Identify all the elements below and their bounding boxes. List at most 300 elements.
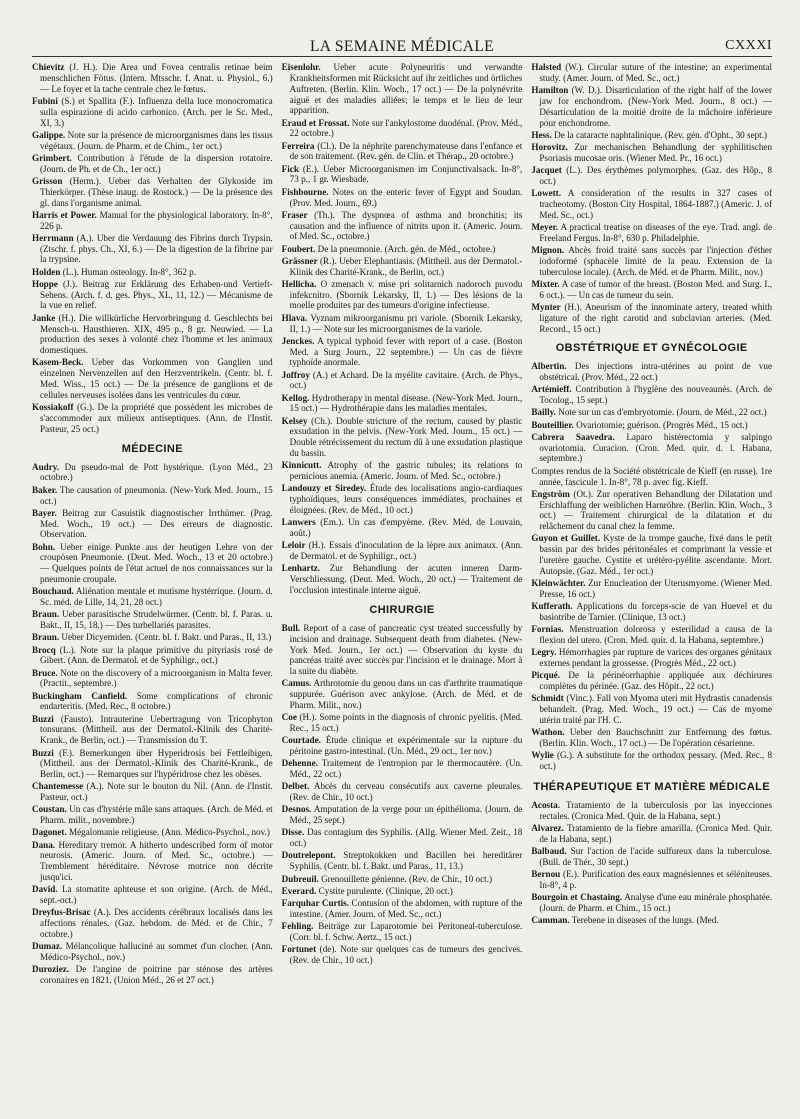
entry-author: Kasem-Beck. [32,357,84,368]
bibliography-entry [282,827,523,849]
entry-text: Sur l'action de l'acide sulfureux dans la tuberculose. (Bull. de Thér., 30 sept.) [539,845,773,867]
bibliography-entry [282,540,523,562]
entry-text: La stomatite aphteuse et son origine. (Arch. de Méd., sept.-oct.) [40,884,273,906]
bibliography-entry [282,758,523,780]
entry-author: Bourgoin et Chastaing. [531,892,623,902]
bibliography-entry [282,460,523,482]
entry-text: Report of a case of pancreatic cyst treated successfully by incision and drainage. Subsequent death from diabetes. (New-York Med. Journ., 1er oct.) — Observation du kyste du pancréas traité avec succès par l'incision et le drainage. Mort à la suite du diabète. [289,622,523,677]
entry-author: Picqué. [531,670,560,681]
bibliography-entry [531,222,772,244]
bibliography-entry [32,884,273,906]
entry-author: Harris et Power. [32,209,97,220]
entry-text: Notes on the enteric fever of Egypt and Soudan. (Prov. Med. Journ., 69.) [289,186,523,208]
column-middle [282,62,523,987]
entry-text: Das contagium des Syphilis. (Allg. Wiener Med. Zeit., 18 oct.) [289,827,523,849]
bibliography-entry [32,402,273,435]
bibliography-entry [282,898,523,920]
entry-author: Grisson [32,175,63,186]
entry-text: (J. H.). Die Area und Fovea centralis retinae beim menschlichen Fötus. (Intern. Mtsschr. f. Anat. u. Physiol., 6.) — Le foyer et la tache centrale chez le fœtus. [40,62,273,94]
entry-text: Abcès du cerveau consécutifs aux caverne pleurales. (Rev. de Chir., 10 oct.) [289,781,523,803]
entry-author: Cabrera Saavedra. [531,431,615,442]
entry-text: Ueber acute Polyneuritis und verwandte Krankheitsformen mit Rücksicht auf ihr zeitliches und örtliches Auftreten. (Berlin. Klin. Woch., 17 oct.) — De la polynévrite aiguë et des maladies alliées; le temps et le lieu de leur apparition. [289,62,523,116]
entry-author: Baker. [32,484,58,495]
entry-author: Hlava. [281,312,308,323]
entry-text: Ueber das Vorkommen von Ganglien und einzelnen Nervenzellen auf den Herzventrikeln. (Centr. bl. f. Med. Wiss., 15 oct.) — De la présence de ganglions et de cellules nerveuses isolées dans les ventricules du cœur. [40,357,273,400]
bibliography-entry [531,846,772,868]
entry-author: Alvarez. [531,822,564,833]
entry-author: Fehling. [281,920,314,931]
entry-author: Kleinwächter. [531,578,586,589]
entry-text: O zmenach v. mise pri solitarnich nadoroch puvodu infekcnitro. (Sbornik Lekarsky, II, 1.) — Des lésions de la moelle produites par des tumeurs d'origine infectieuse. [289,278,523,311]
bibliography-entry [32,941,273,963]
entry-text: Beiträge zur Laparotomie bei Peritoneal-tuberculose. (Corr. bl. f. Schw. Aertz., 15 oct.) [289,920,523,942]
bibliography-columns [32,62,772,987]
entry-text: Hémorrhagies par rupture de varices des organes génitaux externes pendant la grossesse. (Progrès Méd., 22 oct.) [539,647,773,669]
bibliography-entry [32,691,273,713]
entry-text: Hereditary tremor. A hitherto undescribed form of motor neurosis. (Americ. Journ. of Med. Sc., octobre.) — Tremblement héréditaire. Névrose motrice non décrite jusqu'ici. [40,839,273,883]
bibliography-entry [531,165,772,187]
section-heading: CHIRURGIE [369,603,435,616]
entry-text: Mégalomanie religieuse. (Ann. Médico-Psychol., nov.) [66,827,270,838]
bibliography-entry [32,781,273,803]
bibliography-entry [32,586,273,608]
entry-text: Manual for the physiological laboratory. In-8°, 226 p. [40,209,273,231]
entry-author: Joffroy [281,369,310,380]
entry-text: (L.). Des érythèmes polymorphes. (Gaz. des Hôp., 8 oct.) [539,164,773,186]
entry-author: Dreyfus-Brisac [32,907,91,918]
section-heading: THÉRAPEUTIQUE ET MATIÈRE MÉDICALE [533,780,771,793]
entry-text: Some complications of chronic endarteritis. (Med. Rec., 8 octobre.) [40,690,273,712]
column-right [531,62,772,987]
bibliography-entry [531,302,772,335]
entry-author: Hellicha. [281,278,317,289]
bibliography-entry [531,693,772,726]
entry-text: Ovariotomie; guérison. (Progrès Méd., 15 oct.) [573,419,748,430]
entry-author: Bouchaud. [32,586,74,597]
entry-text: Abcès froid traité sans succès par l'injection d'éther iodoformé (sphacèle limité de la peau. Extension de la tuberculose locale). (Arch. de Méd. et de Pharm. Milit., nov.) [539,244,773,277]
header-rule [32,56,772,57]
bibliography-entry [282,804,523,826]
bibliography-entry [32,462,273,484]
entry-text: De l'angine de poitrine par sténose des artères coronaires en 1821. (Union Méd., 26 et 27 oct.) [40,964,273,986]
bibliography-entry [282,712,523,734]
entry-text: (A.). Uber die Verdauung des Fibrins durch Trypsin. (Ztschr. f. phys. Ch., XI, 6.) — De la digestion de la fibrine par la trypsine. [40,232,273,265]
entry-author: Fornias. [531,624,564,635]
bibliography-entry [531,624,772,646]
entry-text: Tratamiento de la tuberculosis por las inyecciones rectales. (Cronica Med. Quir. de la Habana, sept.) [539,799,773,821]
entry-author: Desnos. [281,804,312,815]
bibliography-entry [282,623,523,677]
bibliography-entry [32,632,273,643]
entry-text: Terebene in diseases of the lungs. (Med. [569,915,719,926]
entry-author: Engström [531,488,570,499]
bibliography-entry [531,750,772,772]
entry-author: Kelsey [281,415,308,426]
bibliography-entry [282,886,523,897]
entry-author: Mynter [531,301,561,312]
entry-text: Menstruation dolorosa y esterilidad a causa de la flexion del utero. (Cron. Med. quir. d. la Habana, septembre.) [539,624,773,646]
entry-author: Acosta. [531,799,560,810]
entry-author: Ferreira [281,140,315,151]
entry-text: Étude des localisations angio-cardiaques typhoïdiques, leurs conséquences immédiates, prochaines et éloignées. (Rev. de Méd., 10 oct.) [289,483,523,516]
bibliography-entry [32,279,273,312]
entry-author: David. [32,884,58,895]
entry-text: Aliénation mentale et mutisme hystérrique. (Journ. d. Sc. méd. de Lille, 14, 21, 28 oct.) [40,586,273,608]
bibliography-entry [531,407,772,418]
entry-author: Halsted [531,62,562,72]
entry-author: Coustan. [32,804,67,815]
entry-text: Amputation de la verge pour un épithélioma. (Journ. de Méd., 25 sept.) [289,804,523,826]
bibliography-entry [282,483,523,516]
bibliography-entry [531,130,772,141]
entry-author: Lowett. [531,188,561,198]
entry-author: Lenhartz. [281,563,320,574]
entry-author: Kinnicutt. [281,460,322,471]
entry-text: Note sur l'ankylostome duodénal. (Prov. Méd., 22 octobre.) [289,117,523,139]
entry-text: Étude clinique et expérimentale sur la rupture du péritoine gastro-intestinal. (Un. Méd., 29 oct., 1er nov.) [289,735,523,757]
bibliography-entry [32,907,273,940]
bibliography-entry [282,921,523,943]
bibliography-entry [531,85,772,128]
entry-author: Albertin. [531,361,567,372]
entry-author: Jenckes. [281,335,315,346]
entry-author: Meyer. [531,221,559,232]
bibliography-entry [531,533,772,576]
entry-author: Chievitz [32,62,65,72]
entry-author: Eraud et Frossat. [281,117,350,128]
entry-author: Dehenne. [281,758,318,769]
bibliography-entry [282,563,523,596]
bibliography-entry [282,279,523,312]
section-heading: MÉDECINE [121,442,183,455]
entry-author: Bayer. [32,507,57,518]
entry-author: Braun. [32,632,60,643]
entry-author: Bull. [281,622,301,633]
bibliography-entry [531,188,772,221]
bibliography-entry [32,668,273,690]
entry-author: Mixter. [531,278,560,289]
entry-author: Wathon. [531,727,565,738]
bibliography-entry [32,542,273,585]
entry-author: Duroziez. [32,964,70,975]
entry-author: Leloir [281,540,306,551]
entry-author: Kossiakoff [32,402,74,413]
bibliography-entry [282,313,523,335]
entry-text: (Ch.). Double stricture of the rectum, caused by plastic exsudation in the pelvis. (New-York Med. Journ., 15 oct.) — Double rétrécissement du rectum dû à une exsudation plastique du bassin. [289,415,523,459]
bibliography-entry [32,153,273,175]
entry-text: (H.). Aneurism of the innominate artery, treated whith ligature of the right carotid and subclavian arteries. (Med. Record., 15 oct.) [539,301,773,334]
entry-author: Holden [32,266,61,277]
bibliography-entry [32,176,273,209]
bibliography-entry [32,827,273,838]
entry-text: (de). Note sur quelques cas de tumeurs des gencives. (Rev. de Chir., 10 oct.) [289,943,523,965]
entry-text: Zur Enucleation der Uterusmyome. (Wiener Med. Presse, 16 oct.) [539,578,773,599]
entry-text: Zur mechanischen Behandlung der syphilitischen Psoriasis mucosae oris. (Wiener Med. Pr., 16 oct.) [539,141,773,163]
entry-text: A practical treatise on diseases of the eye. Trad. angl. de Freeland Fergus. In-8°, 630 p. Philadelphie. [539,221,773,243]
entry-author: Fortunet [281,943,317,954]
entry-author: Wylie [531,750,554,761]
bibliography-entry [282,850,523,872]
bibliography-entry [531,279,772,301]
entry-text: (E.). Ueber Microorganismen im Conjunctivalsack. In-8°, 73 p., 1 gr. Wiesbade. [289,163,523,185]
entry-text: (H.). Essais d'inoculation de la lèpre aux animaux. (Ann. de Dermatol. et de Syphiligr., oct.) [289,540,523,562]
bibliography-entry [282,416,523,459]
bibliography-entry [32,210,273,232]
entry-author: Buckingham Canfield. [32,690,128,701]
entry-author: Hess. [531,129,552,140]
entry-author: Everard. [281,885,317,896]
entry-text: Streptokokken und Bacillen bei hereditärer Syphilis. (Centr. bl. f. Bakt. und Paras., 11, 13.) [289,850,523,872]
entry-author: Bailly. [531,407,556,418]
entry-author: Fraser [281,209,308,220]
entry-author: Bruce. [32,667,58,678]
entry-author: Kufferath. [531,601,573,612]
bibliography-entry [32,645,273,667]
bibliography-entry [32,840,273,883]
entry-text: (A.) et Achard. De la myélite cavitaire. (Arch. de Phys., oct.) [289,369,523,391]
entry-text: (J.). Beitrag zur Erklärung des Erhaben-und Vertieft-Sehens. (Arch. f. d. ges. Phys., XL, 11, 12.) — Mécanisme de la vue en relief. [40,278,273,311]
entry-text: (E.). Purification des eaux magnésiennes et séléniteuses. In-8°, 4 p. [539,868,773,890]
bibliography-entry [282,781,523,803]
bibliography-entry [32,748,273,781]
entry-author: Balbaud. [531,845,567,856]
bibliography-entry [32,357,273,400]
entry-author: Dumaz. [32,941,63,952]
entry-text: Traitement de l'entropion par le thermocautère. (Un. Méd., 22 oct.) [289,758,523,780]
bibliography-entry [32,130,273,152]
entry-text: Cystite purulente. (Clinique, 20 oct.) [316,885,453,896]
bibliography-entry [282,256,523,278]
bibliography-entry [531,420,772,431]
bibliography-entry [531,647,772,669]
entry-text: Un cas d'hystérie mâle sans attaques. (Arch. de Méd. et Pharm. milit., novembre.) [40,804,273,826]
entry-text: Ueber einige Punkte aus der heutigen Lehre von der croupösen Pneumonie. (Deut. Med. Woch., 13 et 20 octobre.) — Quelques points de l'état actuel de nos connaissances sur la pneumonie croupale. [40,541,273,585]
bibliography-entry [282,393,523,415]
entry-text: Beitrag zur Casuistik diagnostischer Irrthümer. (Prag. Med. Woch., 19 oct.) — Des erreurs de diagnostic. Observation. [40,507,273,540]
entry-author: Mignon. [531,244,565,255]
entry-text: (W. D.). Disarticulation of the right half of the lower jaw for enchondrom. (New-York Med. Journ., 8 oct.) — Désarticulation de la moitié droite de la mâchoire inférieure pour enchondrome. [539,85,773,128]
entry-text: (Fausto). Intrauterine Uebertragung von Tricophyton tonsurans. (Mittheil. aus der Dermatol.-Klinik des Charité-Krank., de Berlin, oct.) — Transmission du T. [40,713,273,746]
entry-text: A consideration of the results in 327 cases of tracheotomy. (Boston City Hospital, 1864-1887.) (Americ. J. of Med. Sc., oct.) [539,188,773,220]
entry-text: (W.). Circular suture of the intestine; an experimental study. (Amer. Journ. of Med. Sc., oct.) [539,62,773,83]
bibliography-entry [531,489,772,532]
entry-author: Brocq [32,644,56,655]
entry-text: Arthrotomie du genou dans un cas d'arthrite traumatique suppurée. Guérison avec ankylose. (Arch. de Méd. et de Pharm. Milit., nov.) [289,678,523,711]
entry-text: Note on the discovery of a microorganism in Malta fever. (Practit., septembre.) [40,667,273,689]
bibliography-entry [32,233,273,266]
bibliography-entry [282,164,523,186]
entry-author: Doutrelepont. [281,850,336,861]
bibliography-entry [282,336,523,369]
bibliography-entry [531,601,772,623]
bibliography-entry [531,578,772,600]
entry-text: Contribution à l'hygiène des nouveaunés. (Arch. de Tocolog., 15 sept.) [539,384,773,406]
entry-text: (L.). Human osteology. In-8°, 362 p. [60,266,197,277]
entry-author: Galippe. [32,129,66,140]
bibliography-entry [531,245,772,278]
bibliography-entry [531,62,772,84]
bibliography-entry [32,62,273,95]
entry-author: Buzzi [32,713,54,724]
entry-text: Comptes rendus de la Société obstétricale de Kieff (en russe). 1re année, fascicule 1. In-8°, 78 p. avec fig. Kieff. [531,465,773,487]
page-number: CXXXI [725,38,772,53]
bibliography-entry [282,944,523,966]
entry-text: Zur Behandlung der acuten inneren DarmVerschliessung. (Deut. Med. Woch., 20 oct.) — Traitement de l'occlusion intestinale interne aiguë. [289,563,523,595]
bibliography-entry [32,313,273,356]
entry-text: Ueber parasitische Strudelwürmer. (Centr. bl. f. Paras. u. Bakt., II, 15, 18.) — Des turbellariés parasites. [40,609,273,631]
bibliography-entry [32,508,273,541]
bibliography-entry [282,187,523,209]
entry-author: Kellog. [281,392,310,403]
entry-author: Fick [281,163,299,174]
entry-text: A typical typhoid fever with report of a case. (Boston Med. a Surg Journ., 22 septembre.) — Un cas de fièvre typhoïde anormale. [289,335,523,368]
entry-text: Contusion of the abdomen, with rupture of the intestine. (Amer. Journ. of Med. Sc., oct.) [289,897,523,919]
entry-text: (S.) et Spallita (F.). Influenza della luce monocromatica sulla espirazione di acido carbonico. (Arch. per le Sc. Med., XI, 3.) [40,95,273,128]
entry-author: Herrmann [32,232,74,243]
entry-author: Audry. [32,461,60,472]
bibliography-entry [531,892,772,914]
section-heading: OBSTÉTRIQUE ET GYNÉCOLOGIE [555,342,748,355]
entry-text: Ueber Dicyemiden. (Centr. bl. f. Bakt. und Paras., II, 13.) [59,632,272,643]
column-left [32,62,273,987]
entry-text: (A.). Note sur le bouton du Nil. (Ann. de l'Instit. Pasteur, oct.) [40,781,273,803]
bibliography-entry [282,517,523,539]
entry-author: Foubert. [281,243,316,254]
entry-author: Jacquet [531,164,562,175]
entry-author: Janke [32,312,56,323]
entry-text: Des injections intra-utérines au point de vue obstétrical. (Prov. Méd., 22 oct.) [539,361,773,383]
journal-title: LA SEMAINE MÉDICALE [309,38,495,55]
entry-text: Du pseudo-mal de Pott hystérique. (Lyon Méd., 23 octobre.) [40,461,273,483]
entry-text: (R.). Ueber Elephantiasis. (Mittheil. aus der Dermatol.-Klinik des Charité-Krank., de Berlin, oct.) [289,255,523,277]
entry-author: Bouteillier. [531,419,574,430]
entry-author: Dubreuil. [281,873,319,884]
entry-text: (Em.). Un cas d'empyème. (Rev. Méd. de Louvain, août.) [289,517,523,539]
entry-author: Braun. [32,609,60,620]
entry-text: Grenouillette génienne. (Rev. de Chir., 10 oct.) [318,873,493,884]
entry-text: Note sur la présence de microorganismes dans les tissus végétaux. (Journ. de Pharm. et de Chim., 1er oct.) [40,129,273,151]
page-header [32,38,772,58]
entry-text: Tratamiento de la fiebre amarilla. (Cronica Med. Quir. de la Habana, sept.) [539,822,773,844]
entry-text: Laparo histérectomia y salpingo ovariotomia. Curacion. (Cron. Med. quir. d. l. Habana, septembre.) [539,431,773,464]
entry-author: Hoppe [32,278,58,289]
entry-author: Hamilton [531,85,569,96]
entry-text: Contribution à l'étude de la dispersion rotatoire. (Journ. de Ph. et de Ch., 1er oct.) [40,152,273,174]
entry-author: Legry. [531,647,557,658]
bibliography-entry [531,384,772,406]
entry-text: Analyse d'une eau minérale phosphatée. (Journ. de Pharm. et Chim., 15 oct.) [539,892,773,913]
entry-author: Eisenlohr. [281,62,321,72]
bibliography-entry [531,361,772,383]
entry-author: Courtade. [281,735,321,746]
bibliography-entry [282,62,523,116]
entry-author: Chantemesse [32,781,84,792]
entry-text: Mélancolique halluciné au sommet d'un clocher. (Ann. Médico-Psychol., nov.) [40,941,273,963]
bibliography-entry [531,915,772,926]
entry-author: Grimbert. [32,152,72,163]
entry-author: Disse. [281,827,305,838]
entry-text: (H.). Die willkürliche Hervorbringung d. Geschlechts bei Mensch-u. Hausthieren. XIX, 495 p., 8 gr. Neuwied. — La production des sexes à volonté chez l'homme et les animaux domestiques. [40,312,273,356]
bibliography-entry [531,670,772,692]
entry-author: Bohn. [32,541,56,552]
bibliography-entry [531,800,772,822]
bibliography-entry [32,485,273,507]
bibliography-entry [32,96,273,129]
bibliography-entry [282,244,523,255]
entry-text: Hydrotherapy in mental disease. (New-York Med. Journ., 15 oct.) — Hydrothérapie dans les maladies mentales. [289,392,523,414]
entry-author: Artémieff. [531,384,572,395]
entry-text: (Ot.). Zur operativen Behandlung der Dilatation und Erschlaffung der weiblichen Harnröhre. (Berlin. Klin. Woch., 3 oct.) — Traitement chirurgical de la dilatation et du relâchement du canal chez la femme. [539,488,773,532]
bibliography-entry [32,964,273,986]
entry-text: A case of tumor of the breast. (Boston Med. and Surg. I., 6 oct.). — Un cas de tumeur du sein. [539,278,773,300]
entry-author: Dagonet. [32,827,67,838]
entry-author: Camman. [531,915,570,926]
entry-text: The causation of pneumonia. (New-York Med. Journ., 15 oct.) [40,484,273,506]
entry-author: Delbet. [281,781,310,792]
entry-author: Dana. [32,839,56,850]
entry-text: (L.). Note sur la plaque primitive du pityriasis rosé de Gibert. (Ann. de Dermatol. et de Syphiligr., oct.) [40,644,273,666]
entry-author: Fubini [32,95,58,106]
bibliography-entry [32,714,273,747]
bibliography-entry [282,735,523,757]
bibliography-entry [282,210,523,243]
bibliography-entry [282,874,523,885]
bibliography-entry [531,466,772,488]
entry-text: (Vinc.). Fall von Myoma uteri mit Hydrastis canadensis behandelt. (Prag. Med. Woch., 19 oct.) — Cas de myome utérin traité par l'H. C. [539,693,773,725]
entry-author: Landouzy et Siredey. [281,483,367,494]
bibliography-entry [282,678,523,711]
bibliography-entry [531,142,772,164]
entry-text: (F.). Bemerkungen über Hyperidrosis bei Fettleibigen. (Mittheil. aus der Dermatol.-Klinik des Charité-Krank., de Berlin, oct.) — Remarques sur l'hypéridrose chez les obèses. [40,747,273,780]
bibliography-entry [531,823,772,845]
entry-author: Camus. [281,678,312,689]
entry-text: (H.). Some points in the diagnosis of chronic pyelitis. (Med. Rec., 15 oct.) [289,712,523,734]
entry-author: Horovitz. [531,141,568,152]
entry-author: Buzzi [32,747,54,758]
entry-text: Kyste de la trompe gauche, fixé dans le petit bassin par des brides péritonéales et comprimant la vessie et l'uretère gauche. Cystite et urétéro-pyélite ascendante. Mort. Autopsie. (Gaz. Méd., 1er oct.) [539,533,773,576]
entry-text: (Herm.). Ueber das Verhalten der Glykoside im Thierkörper. (Thèse inaug. de Rostock.) — De la présence des gl. dans l'organisme animal. [40,175,273,208]
bibliography-entry [531,432,772,465]
entry-author: Schmidt [531,693,564,704]
entry-text: Vyznam mikroorganismu pri variole. (Sbornik Lekarsky, II, 1.) — Note sur les microorganismes de la variole. [289,312,523,334]
entry-text: (G.). De la propriété que possèdent les microbes de s'accommoder aux milieux antiseptiques. (Ann. de l'Instit. Pasteur, 25 oct.) [40,402,273,434]
entry-author: Bernou [531,868,561,879]
entry-text: De la pneumonie. (Arch. gén. de Méd., octobre.) [315,243,496,254]
bibliography-entry [282,118,523,140]
entry-text: Ueber den Bauchschnitt zur Entfernung des fœtus. (Berlin. Klin. Woch., 17 oct.) — De l'opération césarienne. [539,727,773,748]
bibliography-entry [531,869,772,891]
entry-text: De la cataracte naphtalinique. (Rev. gén. d'Opht., 30 sept.) [551,129,768,140]
bibliography-entry [282,370,523,392]
entry-author: Lanwers [281,517,316,528]
entry-text: (G.). A substitute for the orthodox pessary. (Med. Rec., 8 oct.) [539,750,773,772]
bibliography-entry [32,609,273,631]
entry-author: Guyon et Guillet. [531,533,601,544]
entry-text: Applications du forceps-scie de van Huevel et du basiotribe de Tarnier. (Clinique, 13 oct.) [539,601,773,622]
entry-author: Fishbourne. [281,186,329,197]
entry-text: (A.). Des accidents cérébraux localisés dans les affections rénales. (Gaz. hebdom. de Méd. et de Chir., 7 octobre.) [40,907,273,940]
bibliography-entry [32,804,273,826]
bibliography-entry [32,267,273,278]
entry-text: (Th.). The dyspnœa of asthma and bronchitis; its causation and the influence of nitrits upon it. (Americ. Journ. of Med. Sc., octobre.) [289,209,523,242]
entry-author: Grässner [281,255,318,266]
bibliography-entry [531,727,772,749]
entry-author: Farquhar Curtis. [281,897,349,908]
bibliography-entry [282,141,523,163]
entry-text: Atrophy of the gastric tubules; its relations to pernicious anemia. (Americ. Journ. of Med. Sc., octobre.) [289,460,523,482]
entry-text: De la périnéorrhaphie appliquée aux déchirures complètes du périnée. (Gaz. des Hôpit., 22 oct.) [539,670,773,692]
entry-text: (Cl.). De la néphrite parenchymateuse dans l'enfance et de son traitement. (Rev. gén. de Clin. et Thérap., 20 octobre.) [289,140,523,162]
